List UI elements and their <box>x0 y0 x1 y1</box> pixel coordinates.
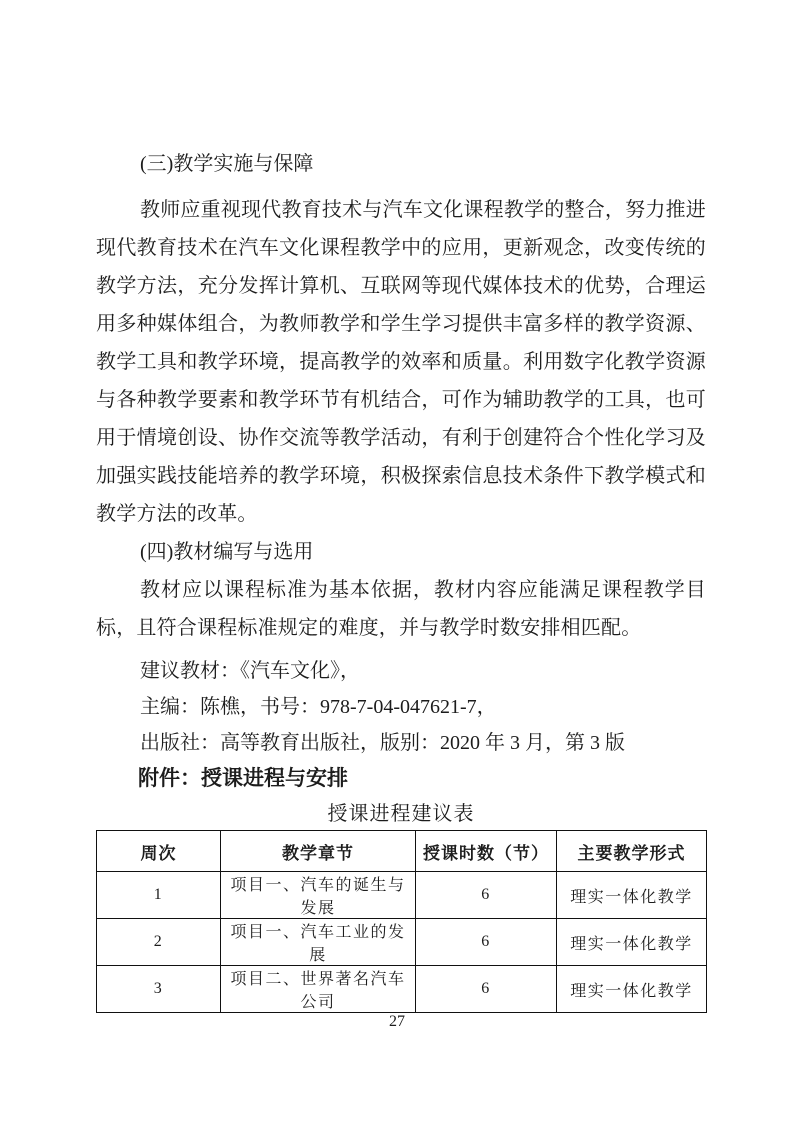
cell-week: 2 <box>97 919 221 966</box>
cell-teaching-form: 理实一体化教学 <box>557 872 707 919</box>
cell-hours: 6 <box>416 966 557 1013</box>
cell-chapter: 项目一、汽车的诞生与发展 <box>221 872 416 919</box>
page-content <box>96 0 706 1013</box>
suggested-textbook-line: 建议教材：《汽车文化》， <box>140 660 360 682</box>
table-row <box>97 966 707 1013</box>
editor-isbn-line: 主编：陈樵，书号：978-7-04-047621-7， <box>140 696 497 718</box>
textbook-info-block <box>96 653 706 761</box>
cell-week: 3 <box>97 966 221 1013</box>
cell-week: 1 <box>97 872 221 919</box>
publisher-edition-line: 出版社：高等教育出版社，版别：2020 年 3 月，第 3 版 <box>140 732 625 754</box>
col-header-week: 周次 <box>97 831 221 872</box>
col-header-chapter: 教学章节 <box>221 831 416 872</box>
cell-teaching-form: 理实一体化教学 <box>557 966 707 1013</box>
col-header-form: 主要教学形式 <box>557 831 707 872</box>
table-row <box>97 919 707 966</box>
col-header-hours: 授课时数（节） <box>416 831 557 872</box>
cell-chapter: 项目一、汽车工业的发展 <box>221 919 416 966</box>
section-3-heading: (三)教学实施与保障 <box>140 153 314 175</box>
page-number: 27 <box>389 1013 405 1030</box>
cell-hours: 6 <box>416 919 557 966</box>
schedule-table-title: 授课进程建议表 <box>327 803 475 825</box>
schedule-table <box>96 830 707 1013</box>
cell-hours: 6 <box>416 872 557 919</box>
section-4-heading: (四)教材编写与选用 <box>140 541 314 563</box>
section-4-paragraph: 教材应以课程标准为基本依据，教材内容应能满足课程教学目标，且符合课程标准规定的难度，并与教学时数安排相匹配。 <box>96 579 706 639</box>
cell-teaching-form: 理实一体化教学 <box>557 919 707 966</box>
table-row <box>97 872 707 919</box>
section-3-paragraph: 教师应重视现代教育技术与汽车文化课程教学的整合，努力推进现代教育技术在汽车文化课程教学中的应用，更新观念，改变传统的教学方法，充分发挥计算机、互联网等现代媒体技术的优势，合理运用多种媒体组合，为教师教学和学生学习提供丰富多样的教学资源、教学工具和教学环境，提高教学的效率和质量。利用数字化教学资源与各种教学要素和教学环节有机结合，可作为辅助教学的工具，也可用于情境创设、协作交流等教学活动，有利于创建符合个性化学习及加强实践技能培养的教学环境，积极探索信息技术条件下教学模式和教学方法的改革。 <box>96 199 706 525</box>
table-header-row <box>97 831 707 872</box>
cell-chapter: 项目二、世界著名汽车公司 <box>221 966 416 1013</box>
attachment-heading: 附件：授课进程与安排 <box>138 767 348 790</box>
